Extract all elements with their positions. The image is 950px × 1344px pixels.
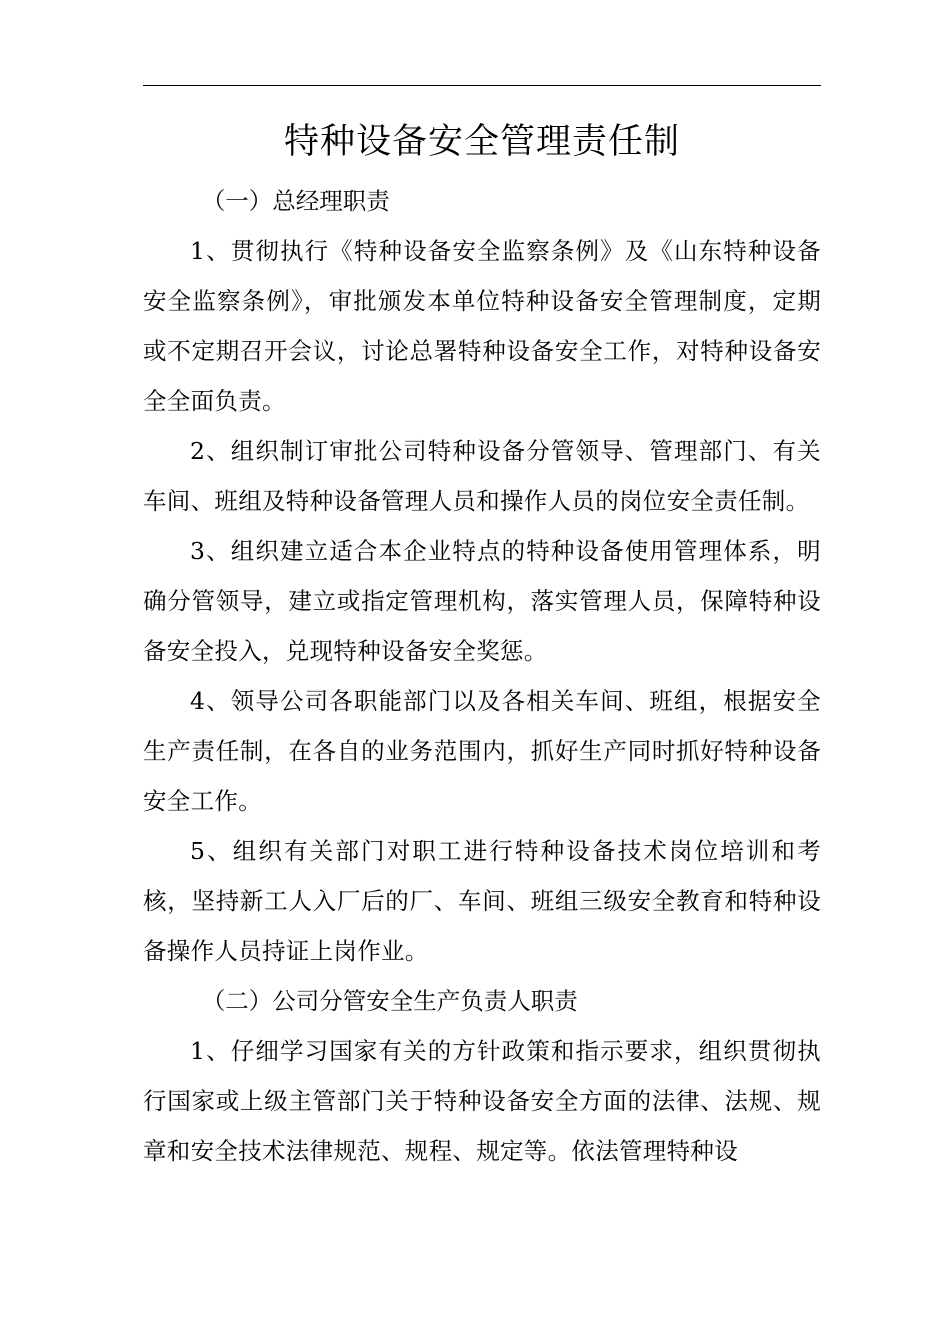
section-heading-general-manager: （一）总经理职责 <box>201 187 390 215</box>
section-1-item-5: 5、组织有关部门对职工进行特种设备技术岗位培训和考核，坚持新工人入厂后的厂、车间、班组三级安全教育和特种设备操作人员持证上岗作业。 <box>143 837 821 965</box>
section-1-item-3: 3、组织建立适合本企业特点的特种设备使用管理体系，明确分管领导，建立或指定管理机构，落实管理人员，保障特种设备安全投入，兑现特种设备安全奖惩。 <box>143 537 821 665</box>
section-heading-deputy-safety: （二）公司分管安全生产负责人职责 <box>201 987 578 1015</box>
document-title: 特种设备安全管理责任制 <box>283 122 680 162</box>
section-1-item-2: 2、组织制订审批公司特种设备分管领导、管理部门、有关车间、班组及特种设备管理人员和操作人员的岗位安全责任制。 <box>143 437 821 515</box>
section-1-item-1: 1、贯彻执行《特种设备安全监察条例》及《山东特种设备安全监察条例》，审批颁发本单位特种设备安全管理制度，定期或不定期召开会议，讨论总署特种设备安全工作，对特种设备安全全面负责。 <box>143 237 821 415</box>
section-1-item-4: 4、领导公司各职能部门以及各相关车间、班组，根据安全生产责任制，在各自的业务范围内，抓好生产同时抓好特种设备安全工作。 <box>143 687 821 815</box>
document-body <box>143 176 821 1176</box>
header-rule <box>143 85 821 86</box>
section-2-item-1: 1、仔细学习国家有关的方针政策和指示要求，组织贯彻执行国家或上级主管部门关于特种设备安全方面的法律、法规、规章和安全技术法律规范、规程、规定等。依法管理特种设 <box>143 1037 821 1165</box>
